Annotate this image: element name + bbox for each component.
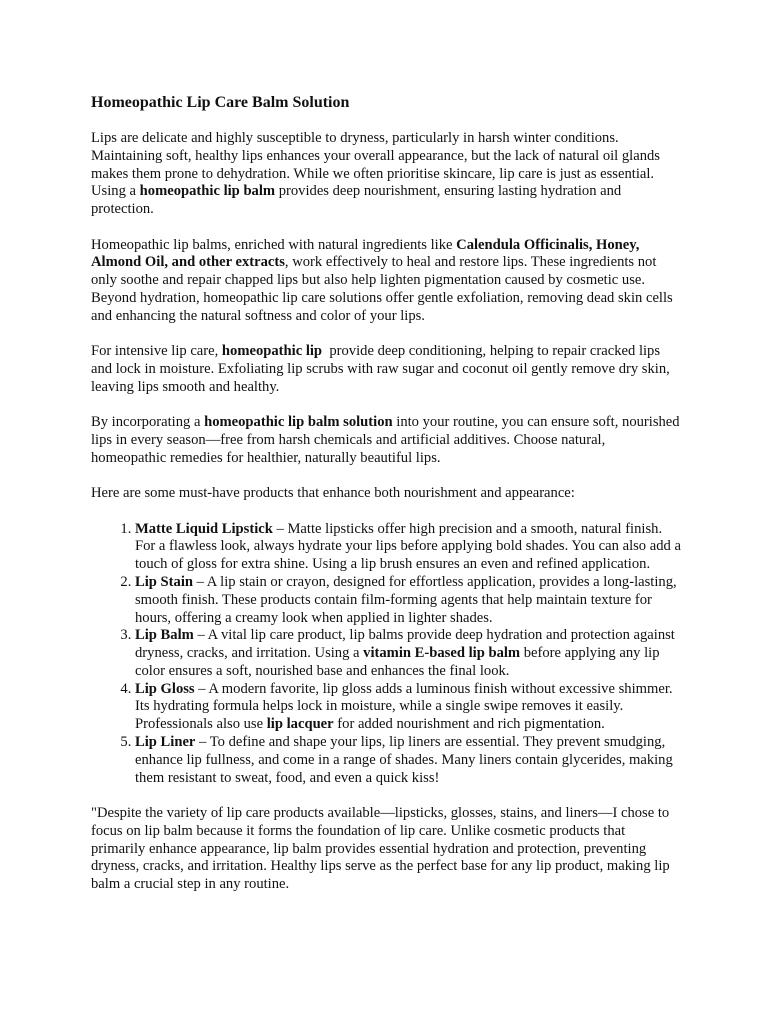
text-run: Lips are delicate and highly susceptible to dryness, particularly in harsh winter conditions. Maintaining soft, healthy lips enhances your overall appearance, but the lack of natural oil glands makes them prone to dehydration. While we often prioritise skincare, lip care is just as essential. Using a [91, 130, 660, 200]
bold-phrase: vitamin E-based lip balm [363, 645, 521, 662]
closing-paragraph: "Despite the variety of lip care products available—lipsticks, glosses, stains, and liners—I chose to focus on lip balm because it forms the foundation of lip care. Unlike cosmetic products that primarily enhance appearance, lip balm provides essential hydration and protection, preventing dryness, cracks, and irritation. Healthy lips serve as the perfect base for any lip product, making lip balm a crucial step in any routine. [91, 805, 670, 893]
list-item [135, 521, 681, 574]
list-item-term: Lip Balm [135, 627, 194, 644]
intro-paragraph-4 [91, 414, 681, 467]
list-item [135, 681, 681, 734]
text-run: into your routine, you can ensure soft, nourished lips in every season—free from harsh chemicals and artificial additives. Choose natural, homeopathic remedies for healthier, naturally beautiful lips. [91, 414, 680, 466]
list-item [135, 627, 681, 680]
list-item-text: – A modern favorite, lip gloss adds a luminous finish without excessive shimmer. Its hydrating formula helps lock in moisture, while a single swipe removes it easily. Professionals also use [135, 680, 673, 733]
intro-paragraph-3 [91, 343, 681, 396]
intro-paragraph-1 [91, 130, 681, 219]
text-run: Homeopathic lip balms, enriched with natural ingredients like [91, 236, 457, 253]
list-item-term: Lip Liner [135, 734, 196, 751]
list-item-text: – To define and shape your lips, lip liners are essential. They prevent smudging, enhance lip fullness, and come in a range of shades. Many liners contain glycerides, making them resistant to sweat, food, and even a quick kiss! [135, 734, 673, 786]
bold-phrase: homeopathic lip [221, 343, 323, 360]
bold-phrase: homeopathic lip balm [139, 183, 276, 200]
list-item-text: – A vital lip care product, lip balms provide deep hydration and protection against dryness, cracks, and irritation. Using a [135, 627, 675, 662]
intro-paragraph-2 [91, 237, 681, 326]
list-item-term: Matte Liquid Lipstick [135, 520, 273, 537]
intro-paragraph-5: Here are some must-have products that enhance both nourishment and appearance: [91, 485, 575, 502]
list-item-text: before applying any lip color ensures a soft, nourished base and enhances the final look. [135, 645, 660, 679]
document-page [91, 93, 681, 912]
text-run: , work effectively to heal and restore lips. These ingredients not only soothe and repair chapped lips but also help lighten pigmentation caused by cosmetic use. Beyond hydration, homeopathic lip care solutions offer gentle exfoliation, removing dead skin cells and enhancing the natural softness and color of your lips. [91, 254, 673, 324]
bold-phrase: lip lacquer [266, 716, 334, 733]
text-run: provides deep nourishment, ensuring lasting hydration and protection. [91, 183, 622, 218]
document-title: Homeopathic Lip Care Balm Solution [91, 94, 350, 111]
list-item-text: – A lip stain or crayon, designed for effortless application, provides a long-lasting, smooth finish. These products contain film-forming agents that help maintain texture for hours, offering a creamy look when applied in lighter shades. [135, 573, 677, 626]
text-run: For intensive lip care, [91, 343, 222, 360]
product-list [91, 521, 681, 788]
text-run: By incorporating a [91, 414, 205, 431]
bold-phrase: homeopathic lip balm solution [204, 414, 393, 431]
bold-phrase: Calendula Officinalis, Honey, Almond Oil, and other extracts [91, 236, 640, 271]
text-run: provide deep conditioning, helping to repair cracked lips and lock in moisture. Exfoliating lip scrubs with raw sugar and coconut oil gently remove dry skin, leaving lips smooth and healthy. [91, 343, 674, 395]
list-item-text: – Matte lipsticks offer high precision and a smooth, natural finish. For a flawless look, always hydrate your lips before applying bold shades. You can also add a touch of gloss for extra shine. Using a lip brush ensures an even and refined application. [135, 520, 681, 573]
list-item-text: for added nourishment and rich pigmentation. [333, 716, 605, 733]
list-item-term: Lip Stain [135, 573, 193, 590]
list-item [135, 734, 681, 787]
list-item-term: Lip Gloss [135, 680, 195, 697]
list-item [135, 574, 681, 627]
